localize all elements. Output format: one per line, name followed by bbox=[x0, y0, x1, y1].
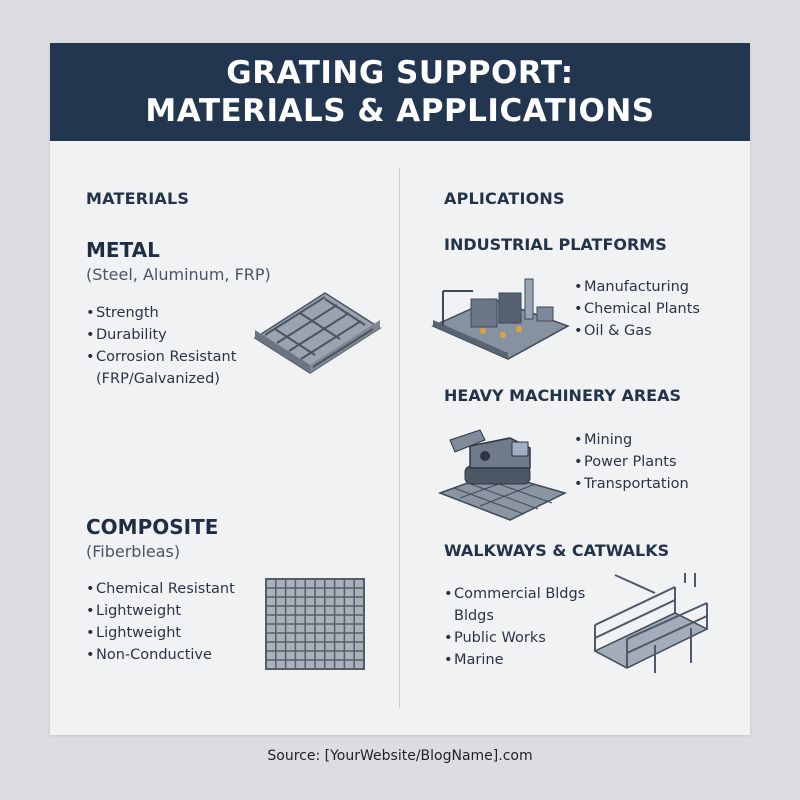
title-line-2: MATERIALS & APPLICATIONS bbox=[145, 93, 655, 129]
list-item: •Mining bbox=[574, 432, 633, 448]
list-item: •Durability bbox=[86, 327, 167, 343]
industrial-bullets bbox=[574, 276, 700, 342]
machinery-title: HEAVY MACHINERY AREAS bbox=[444, 386, 682, 405]
applications-heading: APLICATIONS bbox=[444, 189, 565, 208]
heavy-machinery-icon bbox=[440, 428, 565, 523]
composite-grid-icon bbox=[265, 578, 365, 670]
list-item: •Commercial Bldgs bbox=[444, 586, 586, 602]
title-banner bbox=[50, 43, 750, 141]
composite-subtitle: (Fiberbleas) bbox=[86, 542, 181, 561]
list-item: •Non-Conductive bbox=[86, 647, 212, 663]
source-caption: Source: [YourWebsite/BlogName].com bbox=[267, 748, 533, 764]
title-line-1: GRATING SUPPORT: bbox=[226, 55, 574, 91]
composite-bullets bbox=[86, 578, 235, 666]
list-item: •Corrosion Resistant bbox=[86, 349, 237, 365]
list-item: •Marine bbox=[444, 652, 504, 668]
column-divider bbox=[399, 168, 400, 708]
composite-title: COMPOSITE bbox=[86, 515, 219, 539]
list-item: •Manufacturing bbox=[574, 279, 689, 295]
catwalk-icon bbox=[595, 573, 715, 673]
list-item-continuation: (FRP/Galvanized) bbox=[96, 371, 220, 387]
metal-grating-icon bbox=[255, 293, 380, 373]
metal-title: METAL bbox=[86, 238, 160, 262]
materials-heading: MATERIALS bbox=[86, 189, 190, 208]
metal-bullets bbox=[86, 302, 236, 390]
list-item: •Lightweight bbox=[86, 625, 182, 641]
list-item: •Chemical Plants bbox=[574, 301, 700, 317]
industrial-platform-icon bbox=[433, 271, 568, 361]
list-item: •Public Works bbox=[444, 630, 546, 646]
list-item: •Power Plants bbox=[574, 454, 677, 470]
list-item: •Lightweight bbox=[86, 603, 182, 619]
walkways-title: WALKWAYS & CATWALKS bbox=[444, 541, 670, 560]
list-item-continuation: Bldgs bbox=[454, 608, 494, 624]
walkways-bullets bbox=[444, 583, 585, 671]
list-item: •Strength bbox=[86, 305, 159, 321]
list-item: •Oil & Gas bbox=[574, 323, 652, 339]
infographic-card bbox=[50, 43, 750, 735]
list-item: •Transportation bbox=[574, 476, 689, 492]
machinery-bullets bbox=[574, 429, 689, 495]
list-item: •Chemical Resistant bbox=[86, 581, 235, 597]
industrial-title: INDUSTRIAL PLATFORMS bbox=[444, 235, 667, 254]
metal-subtitle: (Steel, Aluminum, FRP) bbox=[86, 265, 271, 284]
